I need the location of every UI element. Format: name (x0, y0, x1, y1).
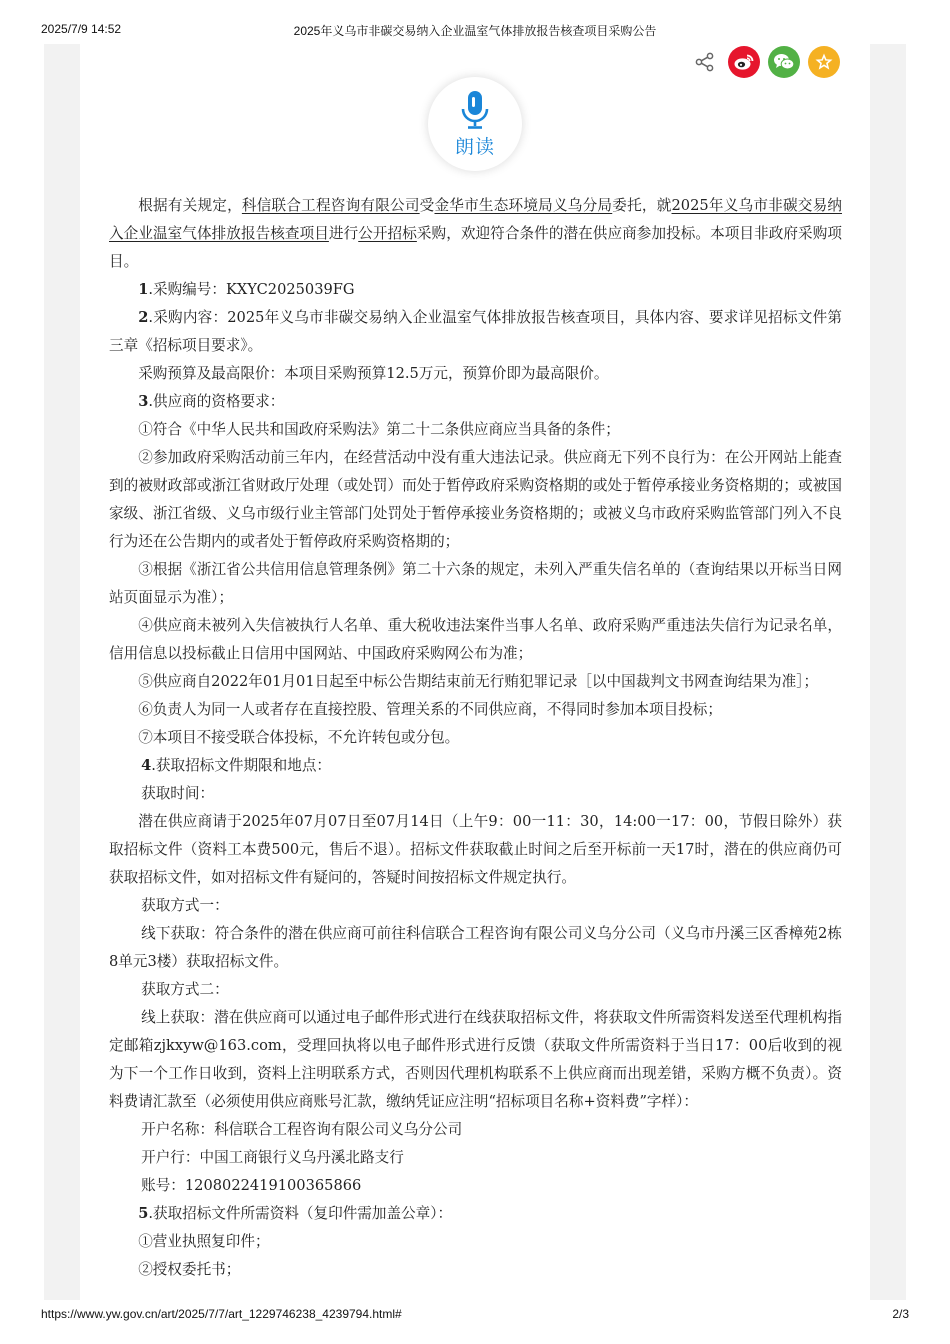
weibo-icon (733, 53, 755, 71)
print-datetime: 2025/7/9 14:52 (41, 22, 122, 36)
intro-paragraph (109, 192, 842, 276)
section-text: .获取招标文件所需资料（复印件需加盖公章）： (148, 1205, 453, 1222)
account-name: 开户名称：科信联合工程咨询有限公司义乌分公司 (141, 1121, 463, 1138)
share-toolbar (694, 45, 840, 79)
read-aloud-label: 朗读 (454, 135, 495, 158)
agency-link[interactable]: 科信联合工程咨询有限公司 (241, 197, 420, 214)
section-text: .采购编号：KXYC2025039FG (148, 281, 355, 298)
material-item: ①营业执照复印件； (138, 1233, 270, 1250)
qualification-item: ①符合《中华人民共和国政府采购法》第二十二条供应商应当具备的条件； (138, 421, 620, 438)
section-number: 5 (138, 1205, 149, 1222)
qualification-item: ②参加政府采购活动前三年内，在经营活动中没有重大违法记录。供应商无下列不良行为：在公开网站上能查到的被财政部或浙江省财政厅处理（或处罚）而处于暂停政府采购资格期的或处于暂停承接业务资格期的；或被国家级、浙江省级、义乌市级行业主管部门处罚处于暂停承接业务资格期的；或被义乌市政府采购监管部门列入不良行为还在公告期内的或者处于暂停政府采购资格期的； (109, 449, 842, 550)
section-number: 2 (138, 309, 149, 326)
obtain-way1-label: 获取方式一： (141, 897, 229, 914)
microphone-icon (460, 90, 490, 130)
print-url: https://www.yw.gov.cn/art/2025/7/7/art_1229746238_4239794.html# (41, 1307, 402, 1321)
weibo-share-button[interactable] (728, 46, 760, 78)
intro-text: 进行 (328, 225, 359, 242)
section-3-qualifications (109, 388, 842, 416)
read-aloud-button[interactable] (428, 77, 522, 171)
method-link[interactable]: 公开招标 (358, 225, 417, 242)
wechat-icon (773, 53, 795, 71)
qualification-item: ④供应商未被列入失信被执行人名单、重大税收违法案件当事人名单、政府采购严重违法失信行为记录名单，信用信息以投标截止日信用中国网站、中国政府采购网公布为准； (109, 617, 842, 662)
section-4-obtain-docs (109, 752, 842, 780)
section-text: .采购内容：2025年义乌市非碳交易纳入企业温室气体排放报告核查项目，具体内容、要求详见招标文件第三章《招标项目要求》。 (109, 309, 842, 354)
intro-text: 根据有关规定， (138, 197, 242, 214)
section-text: .获取招标文件期限和地点： (151, 757, 332, 774)
favorite-icon (814, 52, 834, 72)
print-header (0, 22, 950, 40)
account-number: 账号：1208022419100365866 (141, 1177, 362, 1194)
intro-text: 采购，欢迎符合条件的潜在供应商参加投标。本项目非政府采购项目。 (109, 225, 842, 270)
obtain-way2-label: 获取方式二： (141, 981, 229, 998)
wechat-share-button[interactable] (768, 46, 800, 78)
left-margin-panel (44, 44, 80, 1300)
section-1-procurement-no (109, 276, 842, 304)
section-5-materials (109, 1200, 842, 1228)
material-item: ②授权委托书； (138, 1261, 241, 1278)
intro-text: 委托，就 (612, 197, 672, 214)
qualification-item: ⑥负责人为同一人或者存在直接控股、管理关系的不同供应商，不得同时参加本项目投标； (138, 701, 722, 718)
right-margin-panel (870, 44, 906, 1300)
section-2-content (109, 304, 842, 360)
obtain-way2-text: 线上获取：潜在供应商可以通过电子邮件形式进行在线获取招标文件，将获取文件所需资料发送至代理机构指定邮箱zjkxyw@163.com，受理回执将以电子邮件形式进行反馈（获取文件所需资料于当日17：00后收到的视为下一个工作日收到，资料上注明联系方式，否则因代理机构联系不上供应商而出现差错，采购方概不负责）。资料费请汇款至（必须使用供应商账号汇款，缴纳凭证应注明“招标项目名称+资料费”字样）： (109, 1009, 842, 1110)
purchaser-link[interactable]: 金华市生态环境局义乌分局 (434, 197, 613, 214)
print-page-title: 2025年义乌市非碳交易纳入企业温室气体排放报告核查项目采购公告 (293, 24, 657, 38)
print-page-number: 2/3 (892, 1307, 909, 1321)
obtain-time-label: 获取时间： (141, 785, 215, 802)
qualification-item: ⑤供应商自2022年01月01日起至中标公告期结束前无行贿犯罪记录［以中国裁判文书网查询结果为准］； (138, 673, 819, 690)
intro-text: 受 (419, 197, 435, 214)
bank-name: 开户行：中国工商银行义乌丹溪北路支行 (141, 1149, 404, 1166)
print-footer (0, 1307, 950, 1325)
section-number: 4 (141, 757, 152, 774)
obtain-time-text: 潜在供应商请于2025年07月07日至07月14日（上午9：00一11：30，14:00一17：00，节假日除外）获取招标文件（资料工本费500元，售后不退）。招标文件获取截止时间之后至开标前一天17时，潜在的供应商仍可获取招标文件，如对招标文件有疑问的，答疑时间按招标文件规定执行。 (109, 813, 842, 886)
section-number: 3 (138, 393, 149, 410)
section-text: .供应商的资格要求： (148, 393, 285, 410)
favorite-button[interactable] (808, 46, 840, 78)
project-link[interactable]: 2025年义乌市非碳交易纳入企业温室气体排放报告核查项目 (109, 197, 842, 242)
announcement-body (109, 192, 842, 1284)
qualification-item: ⑦本项目不接受联合体投标，不允许转包或分包。 (138, 729, 460, 746)
qualification-item: ③根据《浙江省公共信用信息管理条例》第二十六条的规定，未列入严重失信名单的（查询结果以开标当日网站页面显示为准）； (109, 561, 842, 606)
share-icon[interactable] (694, 51, 716, 73)
section-number: 1 (138, 281, 149, 298)
budget-paragraph: 采购预算及最高限价：本项目采购预算12.5万元，预算价即为最高限价。 (138, 365, 609, 382)
obtain-way1-text: 线下获取：符合条件的潜在供应商可前往科信联合工程咨询有限公司义乌分公司（义乌市丹溪三区香樟苑2栋8单元3楼）获取招标文件。 (109, 925, 842, 970)
